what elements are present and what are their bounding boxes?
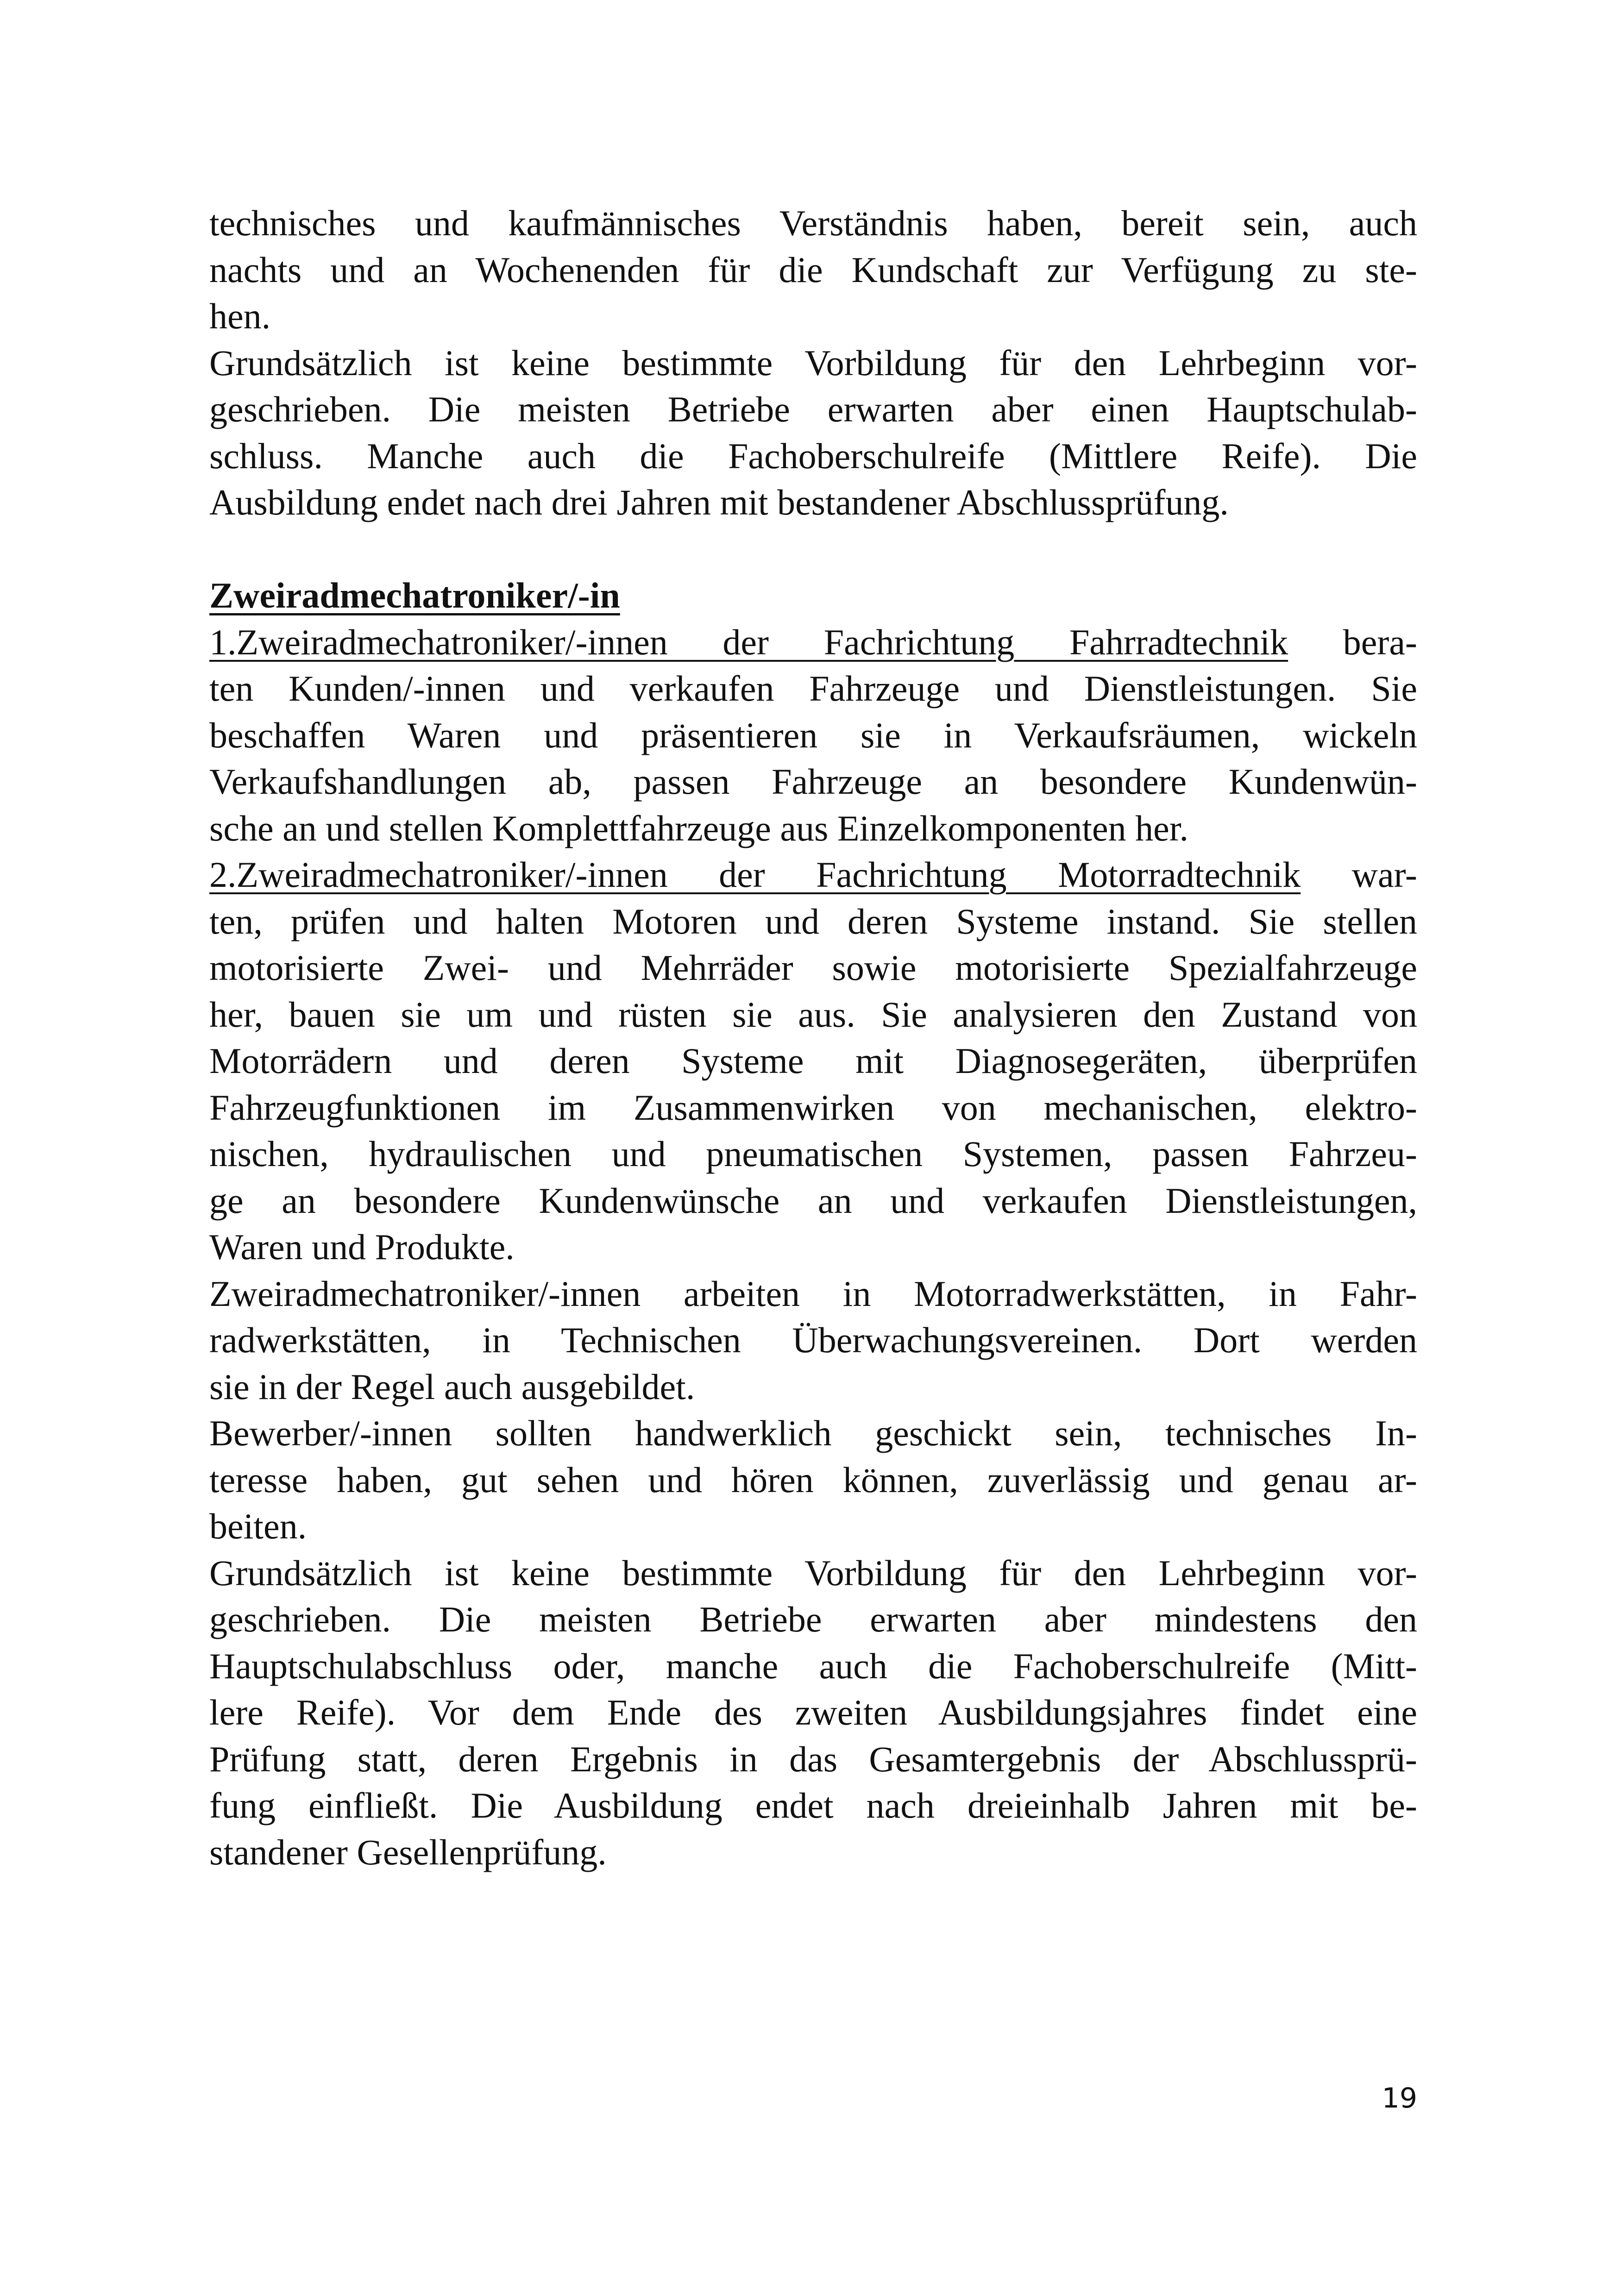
- item-label: 1.Zweiradmechatroniker/-innen der Fachrichtung Fahrradtechnik: [209, 621, 1288, 662]
- section-heading: [209, 572, 1417, 619]
- paragraph-workplaces: [209, 1271, 1417, 1411]
- text-line: Prüfung statt, deren Ergebnis in das Gesamtergebnis der Abschlussprü-: [209, 1738, 1417, 1779]
- page-number: 19: [1382, 2082, 1417, 2114]
- text-line: ten Kunden/-innen und verkaufen Fahrzeuge und Dienstleistungen. Sie: [209, 668, 1417, 709]
- text-line: sche an und stellen Komplettfahrzeuge aus Einzelkomponenten her.: [209, 808, 1188, 848]
- text-line: standener Gesellenprüfung.: [209, 1832, 607, 1872]
- text-line: beschaffen Waren und präsentieren sie in Verkaufsräumen, wickeln: [209, 715, 1417, 755]
- item-label-continuation: war-: [1301, 854, 1417, 895]
- text-line: geschrieben. Die meisten Betriebe erwarten aber einen Hauptschulab-: [209, 389, 1417, 429]
- text-line: her, bauen sie um und rüsten sie aus. Sie analysieren den Zustand von: [209, 994, 1417, 1035]
- item-motorradtechnik: [209, 852, 1417, 1271]
- text-line: Grundsätzlich ist keine bestimmte Vorbildung für den Lehrbeginn vor-: [209, 1552, 1417, 1593]
- text-line: Hauptschulabschluss oder, manche auch die Fachoberschulreife (Mitt-: [209, 1645, 1417, 1686]
- text-line: radwerkstätten, in Technischen Überwachungsvereinen. Dort werden: [209, 1320, 1417, 1360]
- item-fahrradtechnik: [209, 619, 1417, 852]
- text-line: schluss. Manche auch die Fachoberschulreife (Mittlere Reife). Die: [209, 435, 1417, 476]
- text-line: nachts und an Wochenenden für die Kundschaft zur Verfügung zu ste-: [209, 249, 1417, 290]
- text-line: Grundsätzlich ist keine bestimmte Vorbildung für den Lehrbeginn vor-: [209, 342, 1417, 383]
- text-line: [209, 619, 1417, 666]
- text-line: teresse haben, gut sehen und hören können, zuverlässig und genau ar-: [209, 1459, 1417, 1500]
- text-line: beiten.: [209, 1506, 307, 1546]
- text-line: nischen, hydraulischen und pneumatischen Systemen, passen Fahrzeu-: [209, 1134, 1417, 1174]
- text-line: ge an besondere Kundenwünsche an und verkaufen Dienstleistungen,: [209, 1180, 1417, 1221]
- document-body: [209, 200, 1417, 1876]
- text-line: fung einfließt. Die Ausbildung endet nach dreieinhalb Jahren mit be-: [209, 1785, 1417, 1826]
- text-line: ten, prüfen und halten Motoren und deren Systeme instand. Sie stellen: [209, 901, 1417, 941]
- text-line: geschrieben. Die meisten Betriebe erwarten aber mindestens den: [209, 1599, 1417, 1639]
- text-line: Bewerber/-innen sollten handwerklich geschickt sein, technisches In-: [209, 1413, 1417, 1453]
- paragraph-spacer: [209, 526, 1417, 573]
- text-line: hen.: [209, 296, 271, 336]
- section-heading-text: Zweiradmechatroniker/-in: [209, 575, 620, 615]
- paragraph-applicants: [209, 1410, 1417, 1550]
- text-line: [209, 852, 1417, 898]
- text-line: motorisierte Zwei- und Mehrräder sowie motorisierte Spezialfahrzeuge: [209, 947, 1417, 988]
- intro-paragraph: [209, 200, 1417, 526]
- text-line: Waren und Produkte.: [209, 1227, 515, 1267]
- text-line: Fahrzeugfunktionen im Zusammenwirken von mechanischen, elektro-: [209, 1087, 1417, 1128]
- paragraph-training: [209, 1550, 1417, 1876]
- text-line: technisches und kaufmännisches Verständnis haben, bereit sein, auch: [209, 203, 1417, 243]
- text-line: Ausbildung endet nach drei Jahren mit bestandener Abschlussprüfung.: [209, 482, 1229, 522]
- text-line: Motorrädern und deren Systeme mit Diagnosegeräten, überprüfen: [209, 1041, 1417, 1081]
- item-label: 2.Zweiradmechatroniker/-innen der Fachrichtung Motorradtechnik: [209, 854, 1301, 895]
- item-label-continuation: bera-: [1288, 621, 1417, 662]
- text-line: sie in der Regel auch ausgebildet.: [209, 1366, 695, 1407]
- text-line: Zweiradmechatroniker/-innen arbeiten in Motorradwerkstätten, in Fahr-: [209, 1273, 1417, 1314]
- text-line: Verkaufshandlungen ab, passen Fahrzeuge an besondere Kundenwün-: [209, 761, 1417, 802]
- text-line: lere Reife). Vor dem Ende des zweiten Ausbildungsjahres findet eine: [209, 1692, 1417, 1732]
